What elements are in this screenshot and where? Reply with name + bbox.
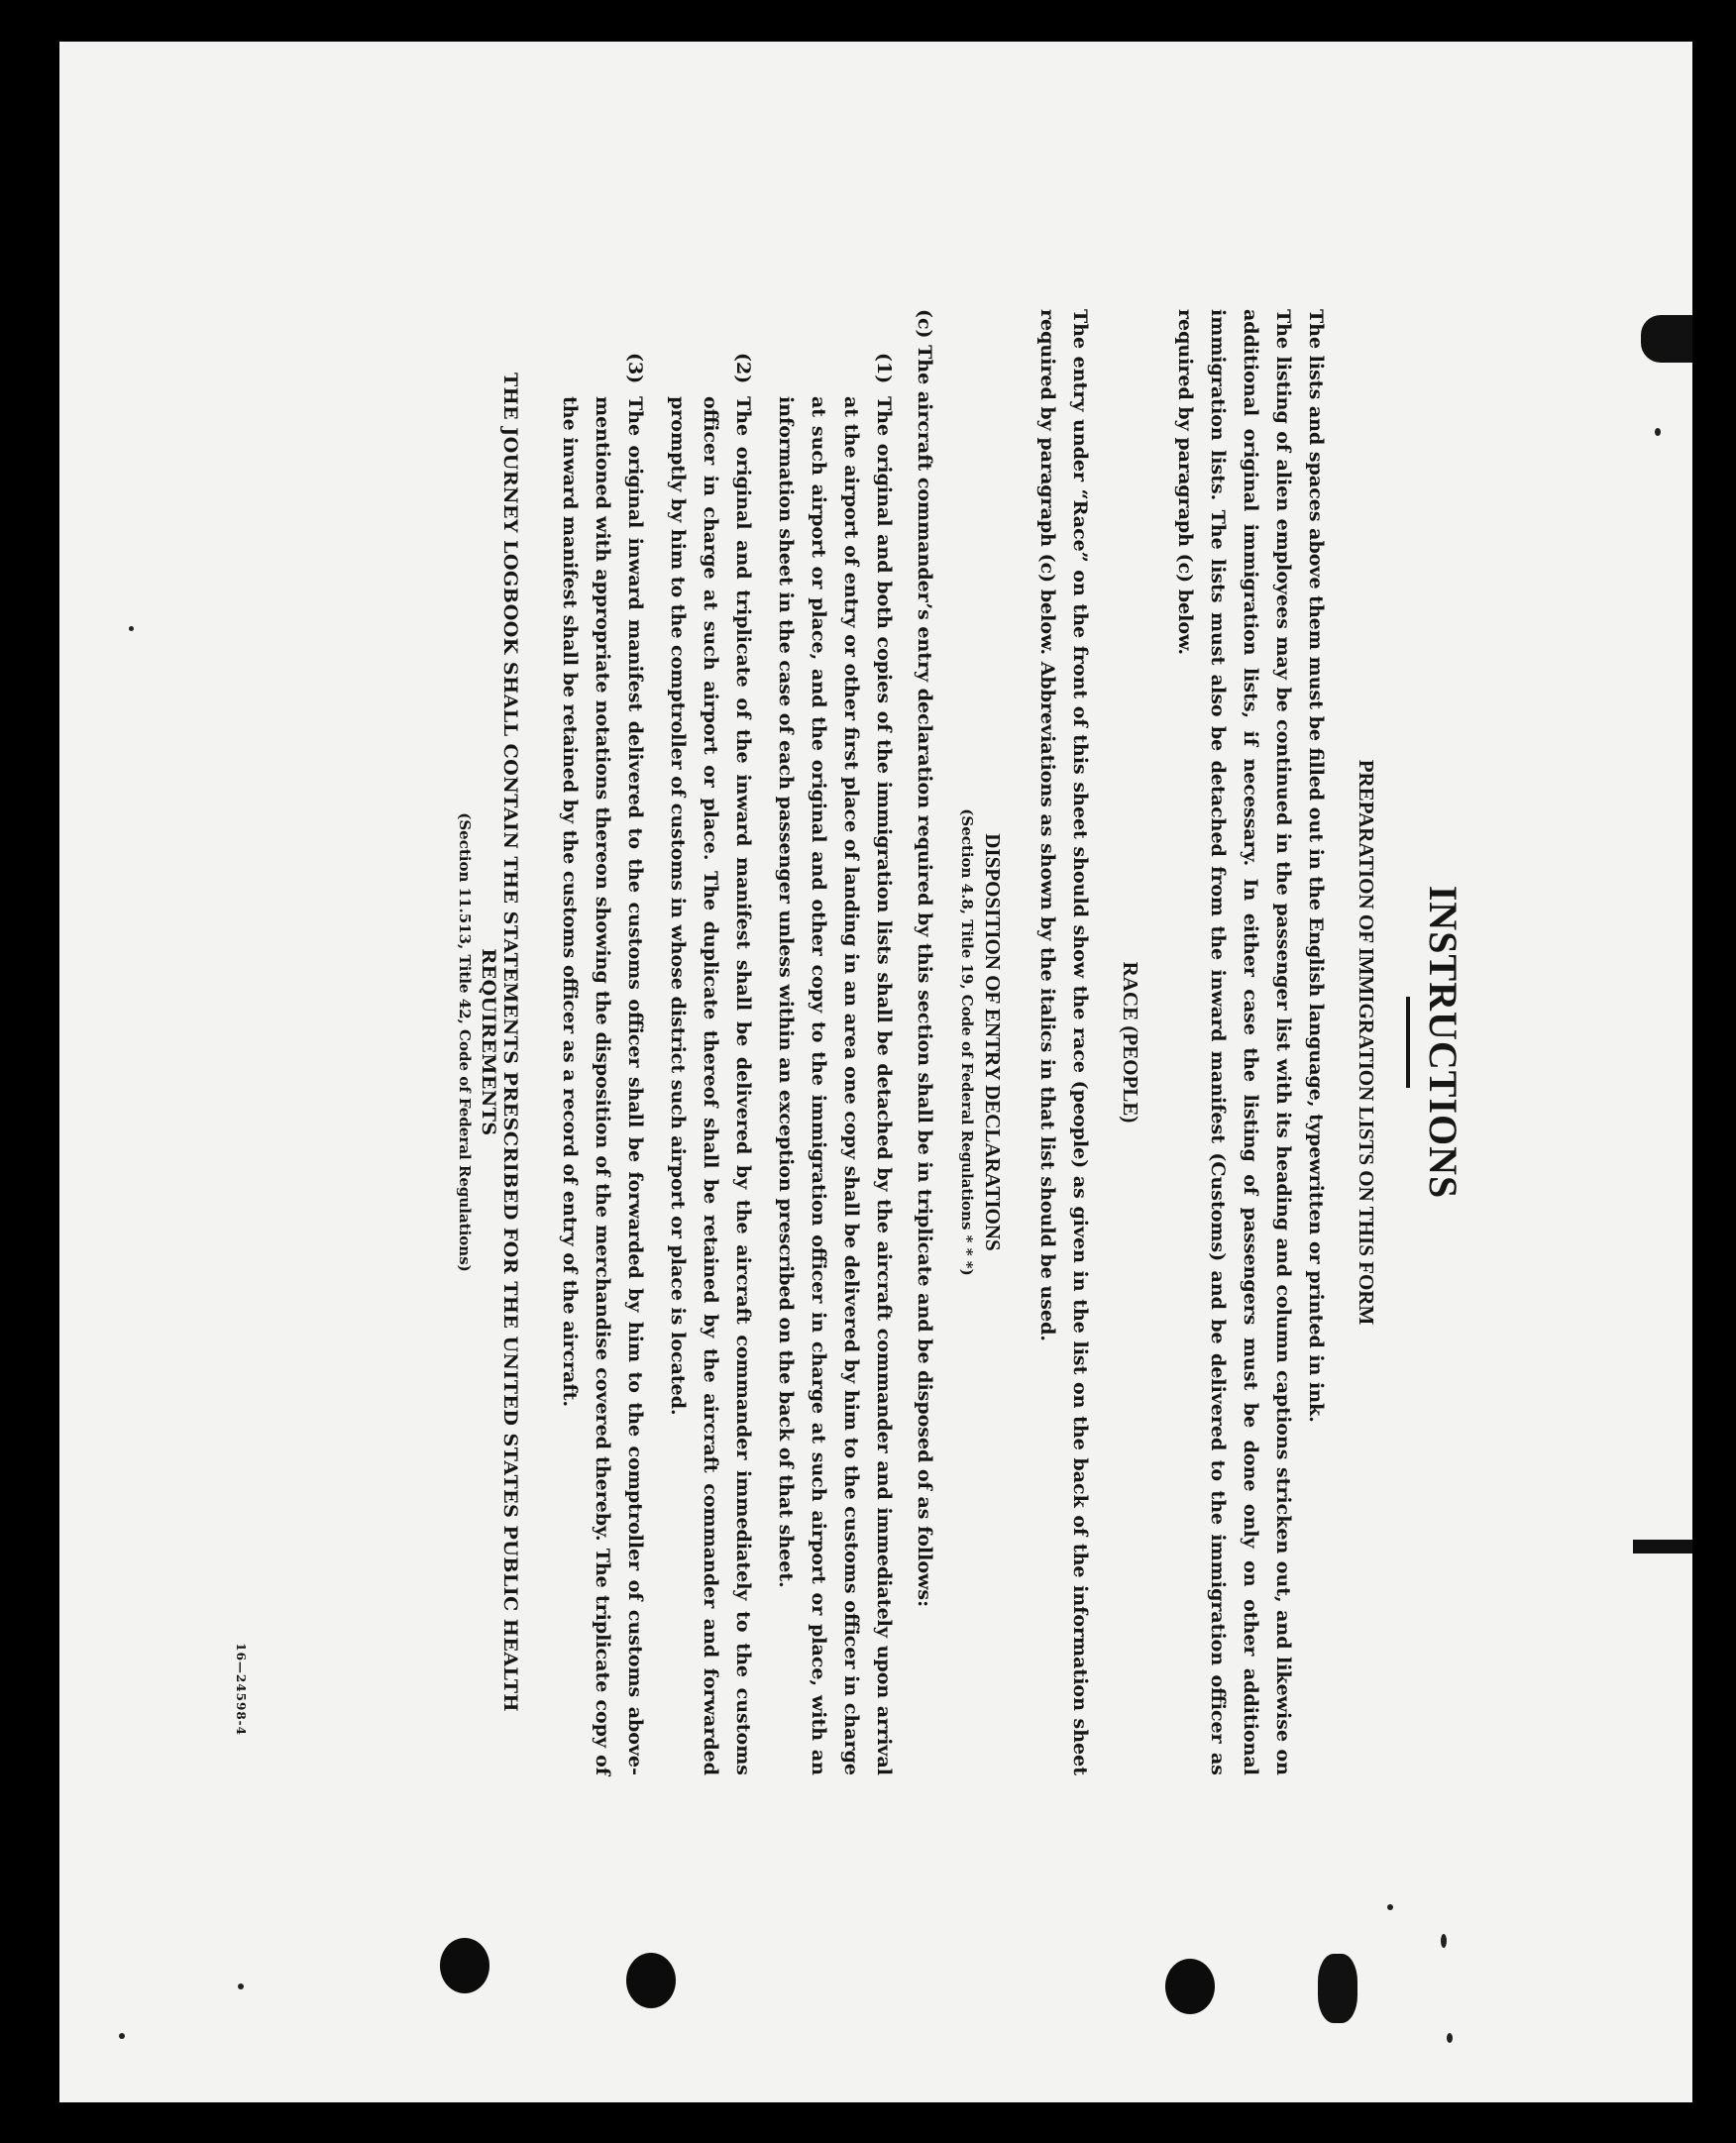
binder-hole xyxy=(440,1938,489,1993)
title-underline xyxy=(1406,997,1410,1088)
section-race xyxy=(1031,309,1142,1775)
form-number: 16—24598-4 xyxy=(234,1643,248,1736)
edge-mark xyxy=(1318,1954,1357,2023)
section-heading: PREPARATION OF IMMIGRATION LISTS ON THIS FORM xyxy=(1355,759,1378,1326)
edge-mark xyxy=(1633,1540,1692,1554)
section-citation: (Section 4.8, Title 19, Code of Federal Regulations * * *) xyxy=(958,808,976,1276)
item-text: The original inward manifest delivered to the customs officer shall be forwarded by him to the comptroller of customs above-mentioned with appropriate notations thereon showing the disposition of the merchandise covered thereby. The triplicate copy of the inward manifest shall be retained by the customs officer as a record of entry of the aircraft. xyxy=(559,396,646,1775)
speck xyxy=(238,1983,244,1989)
speck xyxy=(1441,1934,1447,1948)
binder-hole xyxy=(626,1953,676,2008)
section-heading: DISPOSITION OF ENTRY DECLARATIONS xyxy=(981,833,1005,1251)
speck xyxy=(129,626,134,631)
paragraph: The entry under “Race” on the front of this sheet should show the race (people) as given in the list on the back of the information sheet required by paragraph (c) below. Abbreviations as shown by the italics in that list should be used. xyxy=(1036,309,1091,1775)
document-page xyxy=(59,42,1692,2102)
document-content xyxy=(234,309,1466,1775)
edge-mark xyxy=(1641,315,1692,363)
item-number: (3) xyxy=(624,353,646,384)
speck xyxy=(1655,428,1661,436)
speck xyxy=(1387,1904,1393,1910)
section-heading: RACE (PEOPLE) xyxy=(1119,961,1142,1124)
item-text: The original and both copies of the immigration lists shall be detached by the aircraft commander and immediately upon arrival at the airport of entry or other first place of landing in an area one copy shall be delivered by him to the customs officer in charge at such airport or place, and the original and other copy to the immigration officer in charge at such airport or place, with an information sheet in the case of each passenger unless within an exception prescribed on the back of that sheet. xyxy=(775,396,895,1775)
item-number: (1) xyxy=(873,353,895,384)
list-item xyxy=(769,353,900,1775)
list-item xyxy=(661,353,759,1775)
list-item xyxy=(553,353,651,1775)
paragraph: (c) The aircraft commander’s entry declaration required by this section shall be in triplicate and be disposed of as follows: xyxy=(914,309,935,1608)
paragraph: The listing of alien employees may be continued in the passenger list with its heading and column captions stricken out, and likewise on additional original immigration lists, if necessary. In either case the listing of passengers must be done only on other additional immigration lists. The lists must also be detached from the inward manifest (Customs) and be delivered to the immigration officer as required by paragraph (c) below. xyxy=(1174,309,1294,1775)
page-title: INSTRUCTIONS xyxy=(1421,885,1465,1200)
section-preparation xyxy=(1168,309,1378,1775)
item-number: (2) xyxy=(732,353,754,384)
speck xyxy=(119,2033,125,2039)
closing-citation: (Section 11.513, Title 42, Code of Federal Regulations) xyxy=(456,812,474,1272)
closing-statement: THE JOURNEY LOGBOOK SHALL CONTAIN THE STATEMENTS PRESCRIBED FOR THE UNITED STATES PUBLIC HEALTH REQUIREMENTS xyxy=(478,373,521,1712)
item-list xyxy=(553,309,900,1775)
speck xyxy=(1447,2033,1453,2043)
item-text: The original and triplicate of the inward manifest shall be delivered by the aircraft commander immediately to the customs officer in charge at such airport or place. The duplicate thereof shall be retained by the aircraft commander and forwarded promptly by him to the comptroller of customs in whose district such airport or place is located. xyxy=(667,396,754,1775)
paragraph: The lists and spaces above them must be filled out in the English language, typewritten or printed in ink. xyxy=(1305,309,1327,1423)
binder-hole xyxy=(1165,1959,1215,2014)
section-disposition xyxy=(553,309,1005,1775)
